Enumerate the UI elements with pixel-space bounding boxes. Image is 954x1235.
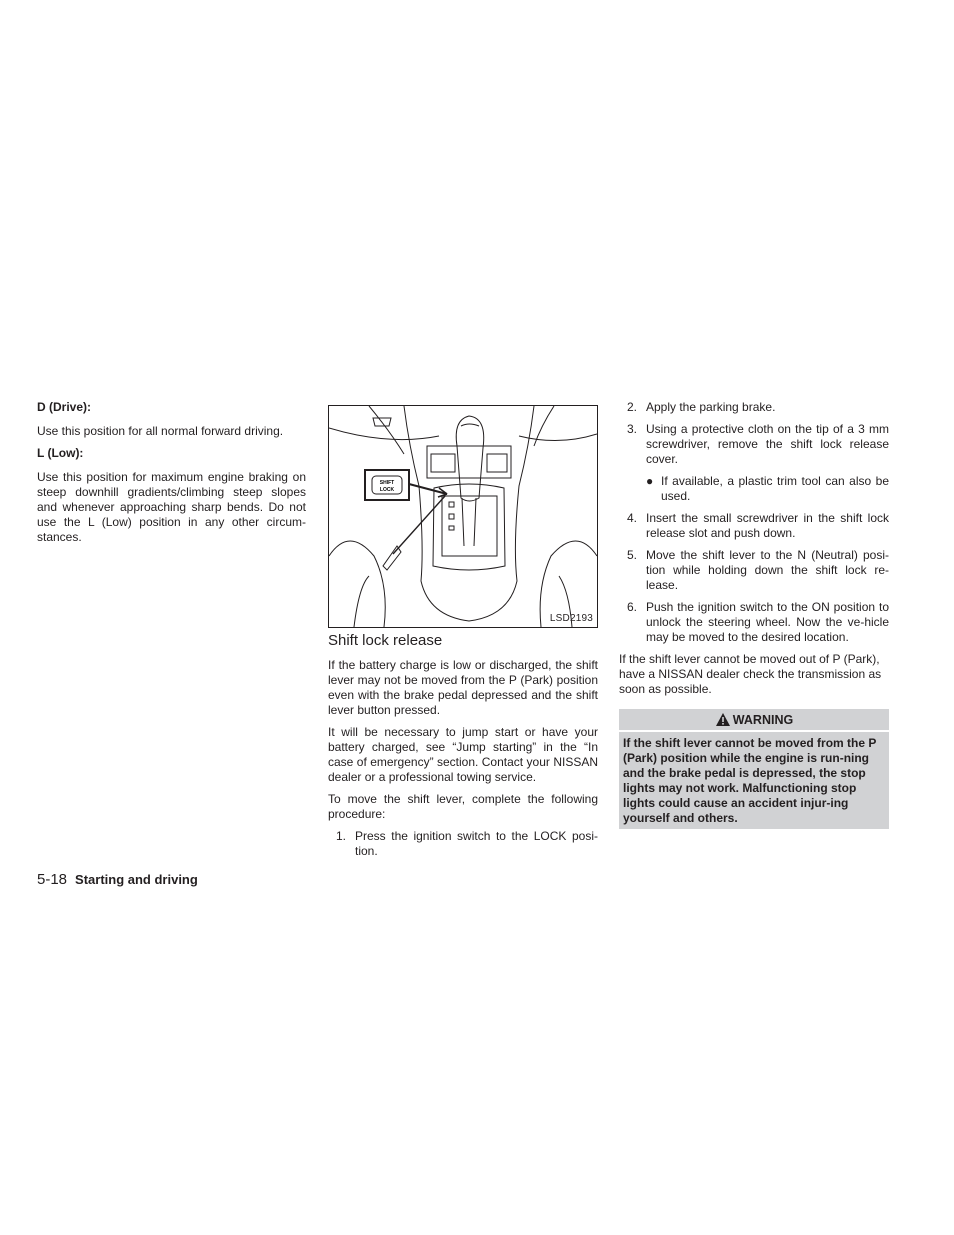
step-number: 2.	[627, 400, 638, 414]
step-item	[619, 400, 889, 415]
drive-text: Use this position for all normal forward driving.	[37, 424, 284, 438]
middle-para-1: If the battery charge is low or discharged, the shift lever may not be moved from the P (Park) position even with the brake pedal depressed and the shift lever button pressed.	[328, 658, 598, 717]
middle-para-2: It will be necessary to jump start or have your battery charged, see “Jump starting” in the “In case of emergency” section. Contact your NISSAN dealer or a professional towing service.	[328, 725, 598, 784]
shift-lock-callout	[365, 470, 409, 500]
drive-heading: D (Drive):	[37, 400, 92, 414]
bullet-dot-icon: ●	[646, 474, 654, 488]
right-column	[619, 400, 889, 829]
figure-code: LSD2193	[549, 613, 593, 624]
step-list-start	[328, 829, 598, 859]
step-number: 4.	[627, 511, 638, 525]
middle-column	[328, 632, 598, 866]
warning-header	[619, 709, 889, 732]
step-number: 1.	[336, 829, 347, 843]
footer-section-title: Starting and driving	[75, 872, 198, 887]
step-text: Using a protective cloth on the tip of a 3 mm screwdriver, remove the shift lock release cover.	[646, 422, 889, 466]
step-item	[619, 600, 889, 645]
step-number: 3.	[627, 422, 638, 436]
step-text: Apply the parking brake.	[646, 400, 776, 414]
warning-title: WARNING	[732, 713, 794, 727]
callout-label-shift: SHIFT	[379, 480, 395, 486]
low-text: Use this position for maximum engine braking on steep downhill gradients/climbing steep slopes and whenever approaching sharp bends. Do not use the L (Low) position in any other circum-stances.	[37, 470, 306, 544]
step-item	[619, 511, 889, 541]
page-number: 5-18	[37, 871, 68, 888]
step-item	[619, 548, 889, 593]
middle-para-3: To move the shift lever, complete the following procedure:	[328, 792, 598, 821]
page-footer	[37, 871, 198, 889]
step-text: Insert the small screwdriver in the shift lock release slot and push down.	[646, 511, 889, 540]
bullet-item	[619, 474, 889, 504]
low-heading: L (Low):	[37, 446, 84, 460]
warning-text: If the shift lever cannot be moved from the P (Park) position while the engine is run-ning and the brake pedal is depressed, the stop lights may not work. Malfunctioning stop lights could cause an accident injur-ing yourself and others.	[623, 736, 877, 825]
step-number: 6.	[627, 600, 638, 614]
step-list-continued-2	[619, 511, 889, 645]
after-steps-text: If the shift lever cannot be moved out of P (Park), have a NISSAN dealer check the transmission as soon as possible.	[619, 652, 882, 696]
step-text: Press the ignition switch to the LOCK posi-tion.	[355, 829, 598, 858]
console-drawing	[329, 406, 597, 627]
shift-lock-illustration	[328, 405, 598, 628]
step-list-continued	[619, 400, 889, 467]
bullet-text: If available, a plastic trim tool can also be used.	[661, 474, 889, 503]
step-item	[619, 422, 889, 467]
left-column	[37, 400, 306, 545]
step-text: Move the shift lever to the N (Neutral) posi-tion while holding down the shift lock re-lease.	[646, 548, 889, 592]
warning-box	[619, 709, 889, 829]
callout-label-lock: LOCK	[379, 487, 395, 493]
section-title: Shift lock release	[328, 632, 443, 649]
step-item	[328, 829, 598, 859]
step-number: 5.	[627, 548, 638, 562]
step-text: Push the ignition switch to the ON position to unlock the steering wheel. Now the ve-hicle may be moved to the desired location.	[646, 600, 889, 644]
warning-triangle-icon	[715, 712, 731, 727]
